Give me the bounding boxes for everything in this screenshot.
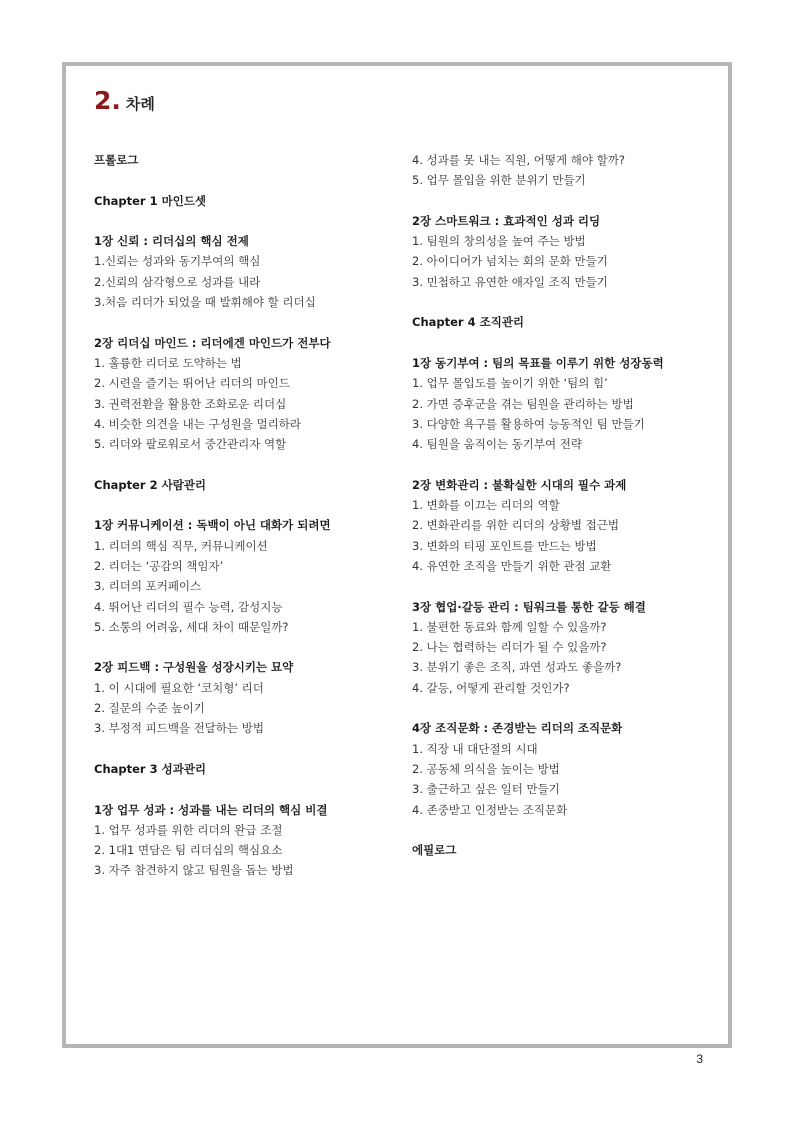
toc-entry: 5. 소통의 어려움, 세대 차이 때문일까? (94, 619, 289, 634)
toc-entry: 1. 팀원의 창의성을 높여 주는 방법 (412, 234, 586, 249)
toc-entry: 2. 아이디어가 넘치는 회의 문화 만들기 (412, 254, 608, 269)
toc-entry: 1. 이 시대에 필요한 ‘코치형’ 리더 (94, 680, 264, 695)
toc-entry: 4. 존중받고 인정받는 조직문화 (412, 802, 568, 817)
toc-spacer (412, 576, 732, 596)
toc-entry: 3. 자주 참견하지 않고 팀원을 돕는 방법 (94, 863, 294, 878)
toc-spacer (412, 333, 732, 353)
toc-entry: 5. 리더와 팔로워로서 중간관리자 역할 (94, 437, 287, 452)
toc-heading: 4장 조직문화 : 존경받는 리더의 조직문화 (412, 721, 623, 736)
toc-heading: 프롤로그 (94, 153, 139, 167)
toc-entry: 4. 뛰어난 리더의 필수 능력, 감성지능 (94, 599, 283, 614)
toc-entry: 3. 권력전환을 활용한 조화로운 리더십 (94, 396, 287, 411)
toc-spacer (94, 312, 414, 332)
toc-spacer (94, 779, 414, 799)
toc-heading: 1장 동기부여 : 팀의 목표를 이루기 위한 성장동력 (412, 355, 664, 370)
toc-entry: 3. 민첩하고 유연한 애자일 조직 만들기 (412, 274, 608, 289)
toc-heading: Chapter 3 성과관리 (94, 761, 207, 776)
toc-heading: 에필로그 (412, 843, 457, 858)
toc-spacer (94, 454, 414, 474)
toc-heading: Chapter 1 마인드셋 (94, 193, 207, 208)
toc-entry: 2. 공동체 의식을 높이는 방법 (412, 761, 560, 776)
toc-heading: 2장 리더십 마인드 : 리더에겐 마인드가 전부다 (94, 335, 331, 350)
toc-entry: 1. 불편한 동료와 함께 일할 수 있을까? (412, 619, 607, 634)
toc-entry: 1. 직장 내 대단절의 시대 (412, 741, 538, 756)
toc-entry: 2. 변화관리를 위한 리더의 상황별 접근법 (412, 518, 619, 533)
toc-heading: 3장 협업·갈등 관리 : 팀워크를 통한 갈등 해결 (412, 599, 646, 614)
toc-entry: 1.신뢰는 성과와 동기부여의 핵심 (94, 254, 261, 269)
toc-spacer (412, 698, 732, 718)
toc-entry: 3. 변화의 티핑 포인트를 만드는 방법 (412, 538, 597, 553)
toc-heading: 1장 신뢰 : 리더십의 핵심 전제 (94, 234, 249, 249)
section-title (94, 86, 155, 120)
section-heading: 차례 (125, 95, 155, 113)
toc-entry: 2. 가면 증후군을 겪는 팀원을 관리하는 방법 (412, 396, 634, 411)
toc-heading: Chapter 2 사람관리 (94, 477, 207, 492)
toc-entry: 1. 훌륭한 리더로 도약하는 법 (94, 355, 242, 370)
toc-spacer (94, 495, 414, 515)
toc-right-column (412, 150, 732, 860)
toc-spacer (412, 191, 732, 211)
toc-entry: 2. 질문의 수준 높이기 (94, 701, 205, 716)
toc-spacer (412, 292, 732, 312)
toc-spacer (94, 739, 414, 759)
toc-spacer (94, 211, 414, 231)
toc-entry: 5. 업무 몰입을 위한 분위기 만들기 (412, 173, 586, 188)
toc-entry: 2. 시련을 즐기는 뛰어난 리더의 마인드 (94, 376, 290, 391)
toc-entry: 4. 유연한 조직을 만들기 위한 관점 교환 (412, 558, 612, 573)
toc-entry: 4. 팀원을 움직이는 동기부여 전략 (412, 437, 583, 452)
toc-entry: 3. 분위기 좋은 조직, 과연 성과도 좋을까? (412, 660, 622, 675)
toc-entry: 4. 성과를 못 내는 직원, 어떻게 해야 할까? (412, 153, 625, 167)
toc-heading: 2장 피드백 : 구성원을 성장시키는 묘약 (94, 660, 294, 675)
toc-entry: 4. 갈등, 어떻게 관리할 것인가? (412, 680, 570, 695)
toc-entry: 3.처음 리더가 되었을 때 발휘해야 할 리더십 (94, 295, 316, 310)
toc-entry: 1. 업무 성과를 위한 리더의 완급 조절 (94, 822, 283, 837)
toc-spacer (412, 454, 732, 474)
toc-heading: 2장 변화관리 : 불확실한 시대의 필수 과제 (412, 477, 627, 492)
toc-heading: 2장 스마트워크 : 효과적인 성과 리딩 (412, 213, 601, 228)
toc-spacer (94, 637, 414, 657)
toc-entry: 2. 나는 협력하는 리더가 될 수 있을까? (412, 640, 607, 655)
toc-entry: 3. 다양한 욕구를 활용하여 능동적인 팀 만들기 (412, 416, 645, 431)
toc-entry: 3. 출근하고 싶은 일터 만들기 (412, 782, 560, 797)
toc-spacer (94, 170, 414, 190)
toc-entry: 3. 부정적 피드백을 전달하는 방법 (94, 721, 265, 736)
toc-entry: 2.신뢰의 삼각형으로 성과를 내라 (94, 274, 261, 289)
page-number: 3 (696, 1052, 703, 1066)
toc-entry: 1. 리더의 핵심 직무, 커뮤니케이션 (94, 538, 268, 553)
toc-left-column (94, 150, 414, 881)
toc-entry: 2. 리더는 ‘공감의 책임자’ (94, 558, 224, 573)
toc-entry: 4. 비슷한 의견을 내는 구성원을 멀리하라 (94, 416, 301, 431)
toc-entry: 3. 리더의 포커페이스 (94, 579, 202, 594)
toc-heading: Chapter 4 조직관리 (412, 315, 525, 330)
toc-entry: 1. 업무 몰입도를 높이기 위한 ‘팀의 힘’ (412, 376, 608, 391)
toc-entry: 2. 1대1 면담은 팀 리더십의 핵심요소 (94, 843, 283, 858)
toc-heading: 1장 커뮤니케이션 : 독백이 아닌 대화가 되려면 (94, 518, 331, 533)
toc-spacer (412, 820, 732, 840)
toc-heading: 1장 업무 성과 : 성과를 내는 리더의 핵심 비결 (94, 802, 328, 817)
toc-entry: 1. 변화를 이끄는 리더의 역할 (412, 498, 560, 513)
section-number: 2. (94, 86, 121, 115)
